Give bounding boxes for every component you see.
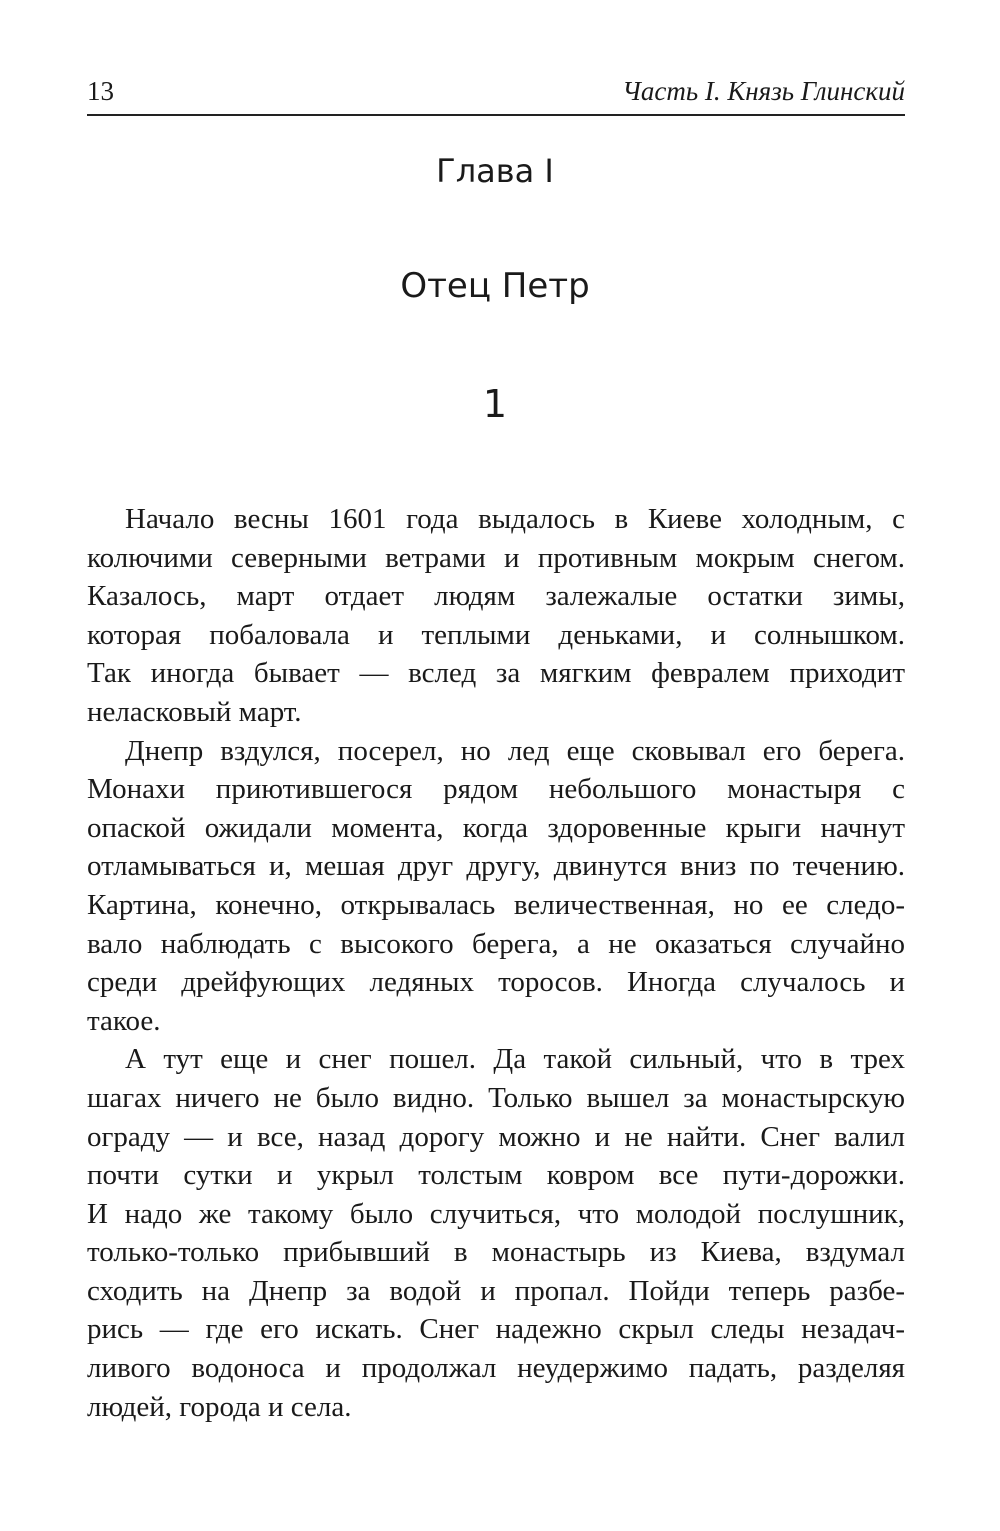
paragraph-line: Казалось, март отдает людям залежалые остатки зимы, — [87, 580, 905, 613]
page-number: 13 — [87, 76, 114, 106]
section-number: 1 — [482, 382, 508, 426]
paragraph-line: неласковый март. — [87, 695, 302, 728]
paragraph-line: которая побаловала и теплыми деньками, и солнышком. — [87, 618, 905, 651]
paragraph-line: рись — где его искать. Снег надежно скрыл следы незадач- — [87, 1313, 905, 1346]
paragraph-line: А тут еще и снег пошел. Да такой сильный, что в трех — [125, 1043, 905, 1076]
paragraph-line: Так иногда бывает — вслед за мягким февралем приходит — [87, 657, 905, 690]
paragraph-line: колючими северными ветрами и противным мокрым снегом. — [87, 541, 905, 574]
paragraph-line: вало наблюдать с высокого берега, а не оказаться случайно — [87, 927, 905, 960]
paragraph-line: Монахи приютившегося рядом небольшого монастыря с — [87, 773, 905, 806]
header-rule — [87, 114, 905, 116]
chapter-subtitle: Отец Петр — [400, 266, 590, 306]
paragraph-line: ливого водоноса и продолжал неудержимо падать, разделяя — [87, 1352, 905, 1385]
paragraph-line: отламываться и, мешая друг другу, двинутся вниз по течению. — [87, 850, 905, 883]
paragraph-line: почти сутки и укрыл толстым ковром все пути-дорожки. — [87, 1159, 905, 1192]
paragraph-line: такое. — [87, 1004, 161, 1037]
running-title: Часть I. Князь Глинский — [622, 76, 905, 106]
paragraph-line: только-только прибывший в монастырь из Киева, вздумал — [87, 1236, 905, 1269]
paragraph-line: Начало весны 1601 года выдалось в Киеве холодным, с — [125, 503, 905, 535]
chapter-title: Глава I — [436, 152, 554, 190]
paragraph-line: шагах ничего не было видно. Только вышел за монастырскую — [87, 1081, 905, 1114]
paragraph-line: среди дрейфующих ледяных торосов. Иногда случалось и — [87, 966, 905, 999]
paragraph-line: Картина, конечно, открывалась величественная, но ее следо- — [87, 888, 905, 921]
paragraph-line: людей, города и села. — [87, 1390, 352, 1423]
paragraph-line: ограду — и все, назад дорогу можно и не найти. Снег валил — [87, 1120, 905, 1153]
body-text — [87, 500, 905, 1426]
paragraph-line: Днепр вздулся, посерел, но лед еще сковывал его берега. — [125, 734, 905, 767]
paragraph-line: И надо же такому было случиться, что молодой послушник, — [87, 1197, 905, 1230]
paragraph-line: опаской ожидали момента, когда здоровенные крыги начнут — [87, 811, 905, 844]
paragraph-line: сходить на Днепр за водой и пропал. Пойди теперь разбе- — [87, 1274, 905, 1307]
